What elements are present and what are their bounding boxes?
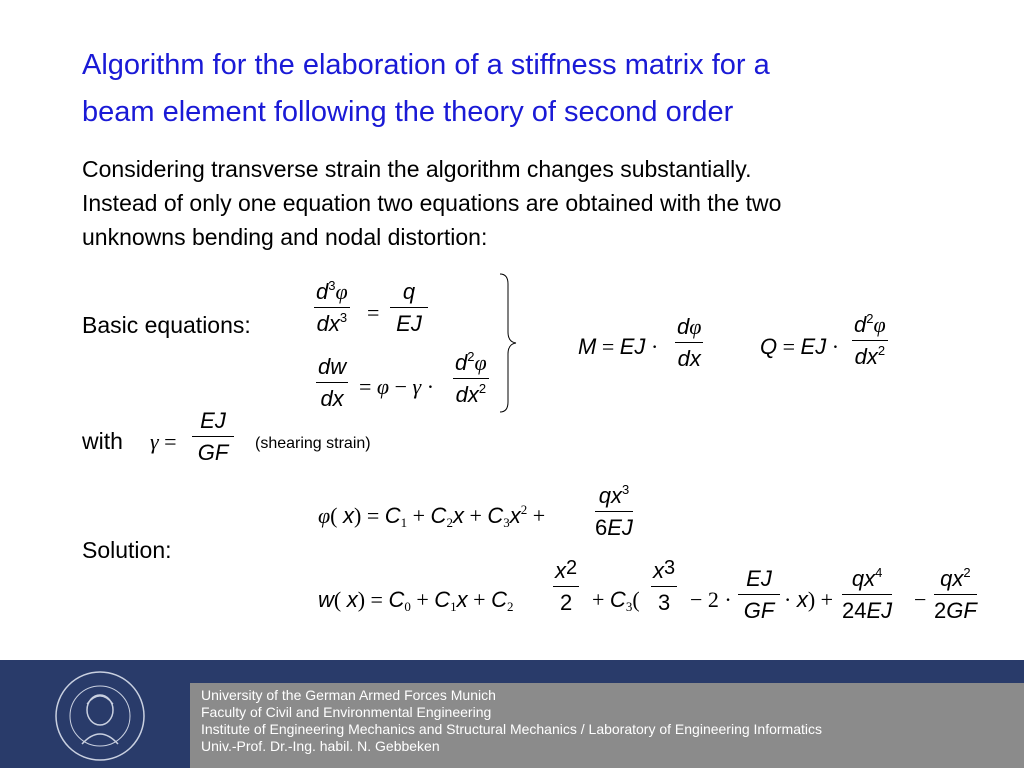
- footer-line-4: Univ.-Prof. Dr.-Ing. habil. N. Gebbeken: [201, 738, 440, 754]
- title-line-2: beam element following the theory of second order: [82, 96, 734, 128]
- intro-line-2: Instead of only one equation two equations are obtained with the two: [82, 190, 782, 216]
- title-line-1: Algorithm for the elaboration of a stiffness matrix for a: [82, 49, 770, 81]
- footer-line-3: Institute of Engineering Mechanics and Structural Mechanics / Laboratory of Engineering Informatics: [201, 721, 822, 737]
- shearing-strain-note: (shearing strain): [255, 435, 371, 452]
- basic-equations-label: Basic equations:: [82, 312, 251, 338]
- footer-line-2: Faculty of Civil and Environmental Engineering: [201, 704, 492, 720]
- intro-paragraph: [82, 152, 982, 254]
- footer-institution-text: [190, 683, 1024, 768]
- intro-line-3: unknowns bending and nodal distortion:: [82, 224, 488, 250]
- slide-title: [82, 42, 982, 136]
- footer-line-1: University of the German Armed Forces Munich: [201, 687, 496, 703]
- right-brace-icon: [498, 272, 520, 414]
- solution-label: Solution:: [82, 537, 172, 563]
- intro-line-1: Considering transverse strain the algorithm changes substantially.: [82, 156, 752, 182]
- university-seal-icon: [40, 670, 160, 762]
- with-label: with: [82, 428, 123, 454]
